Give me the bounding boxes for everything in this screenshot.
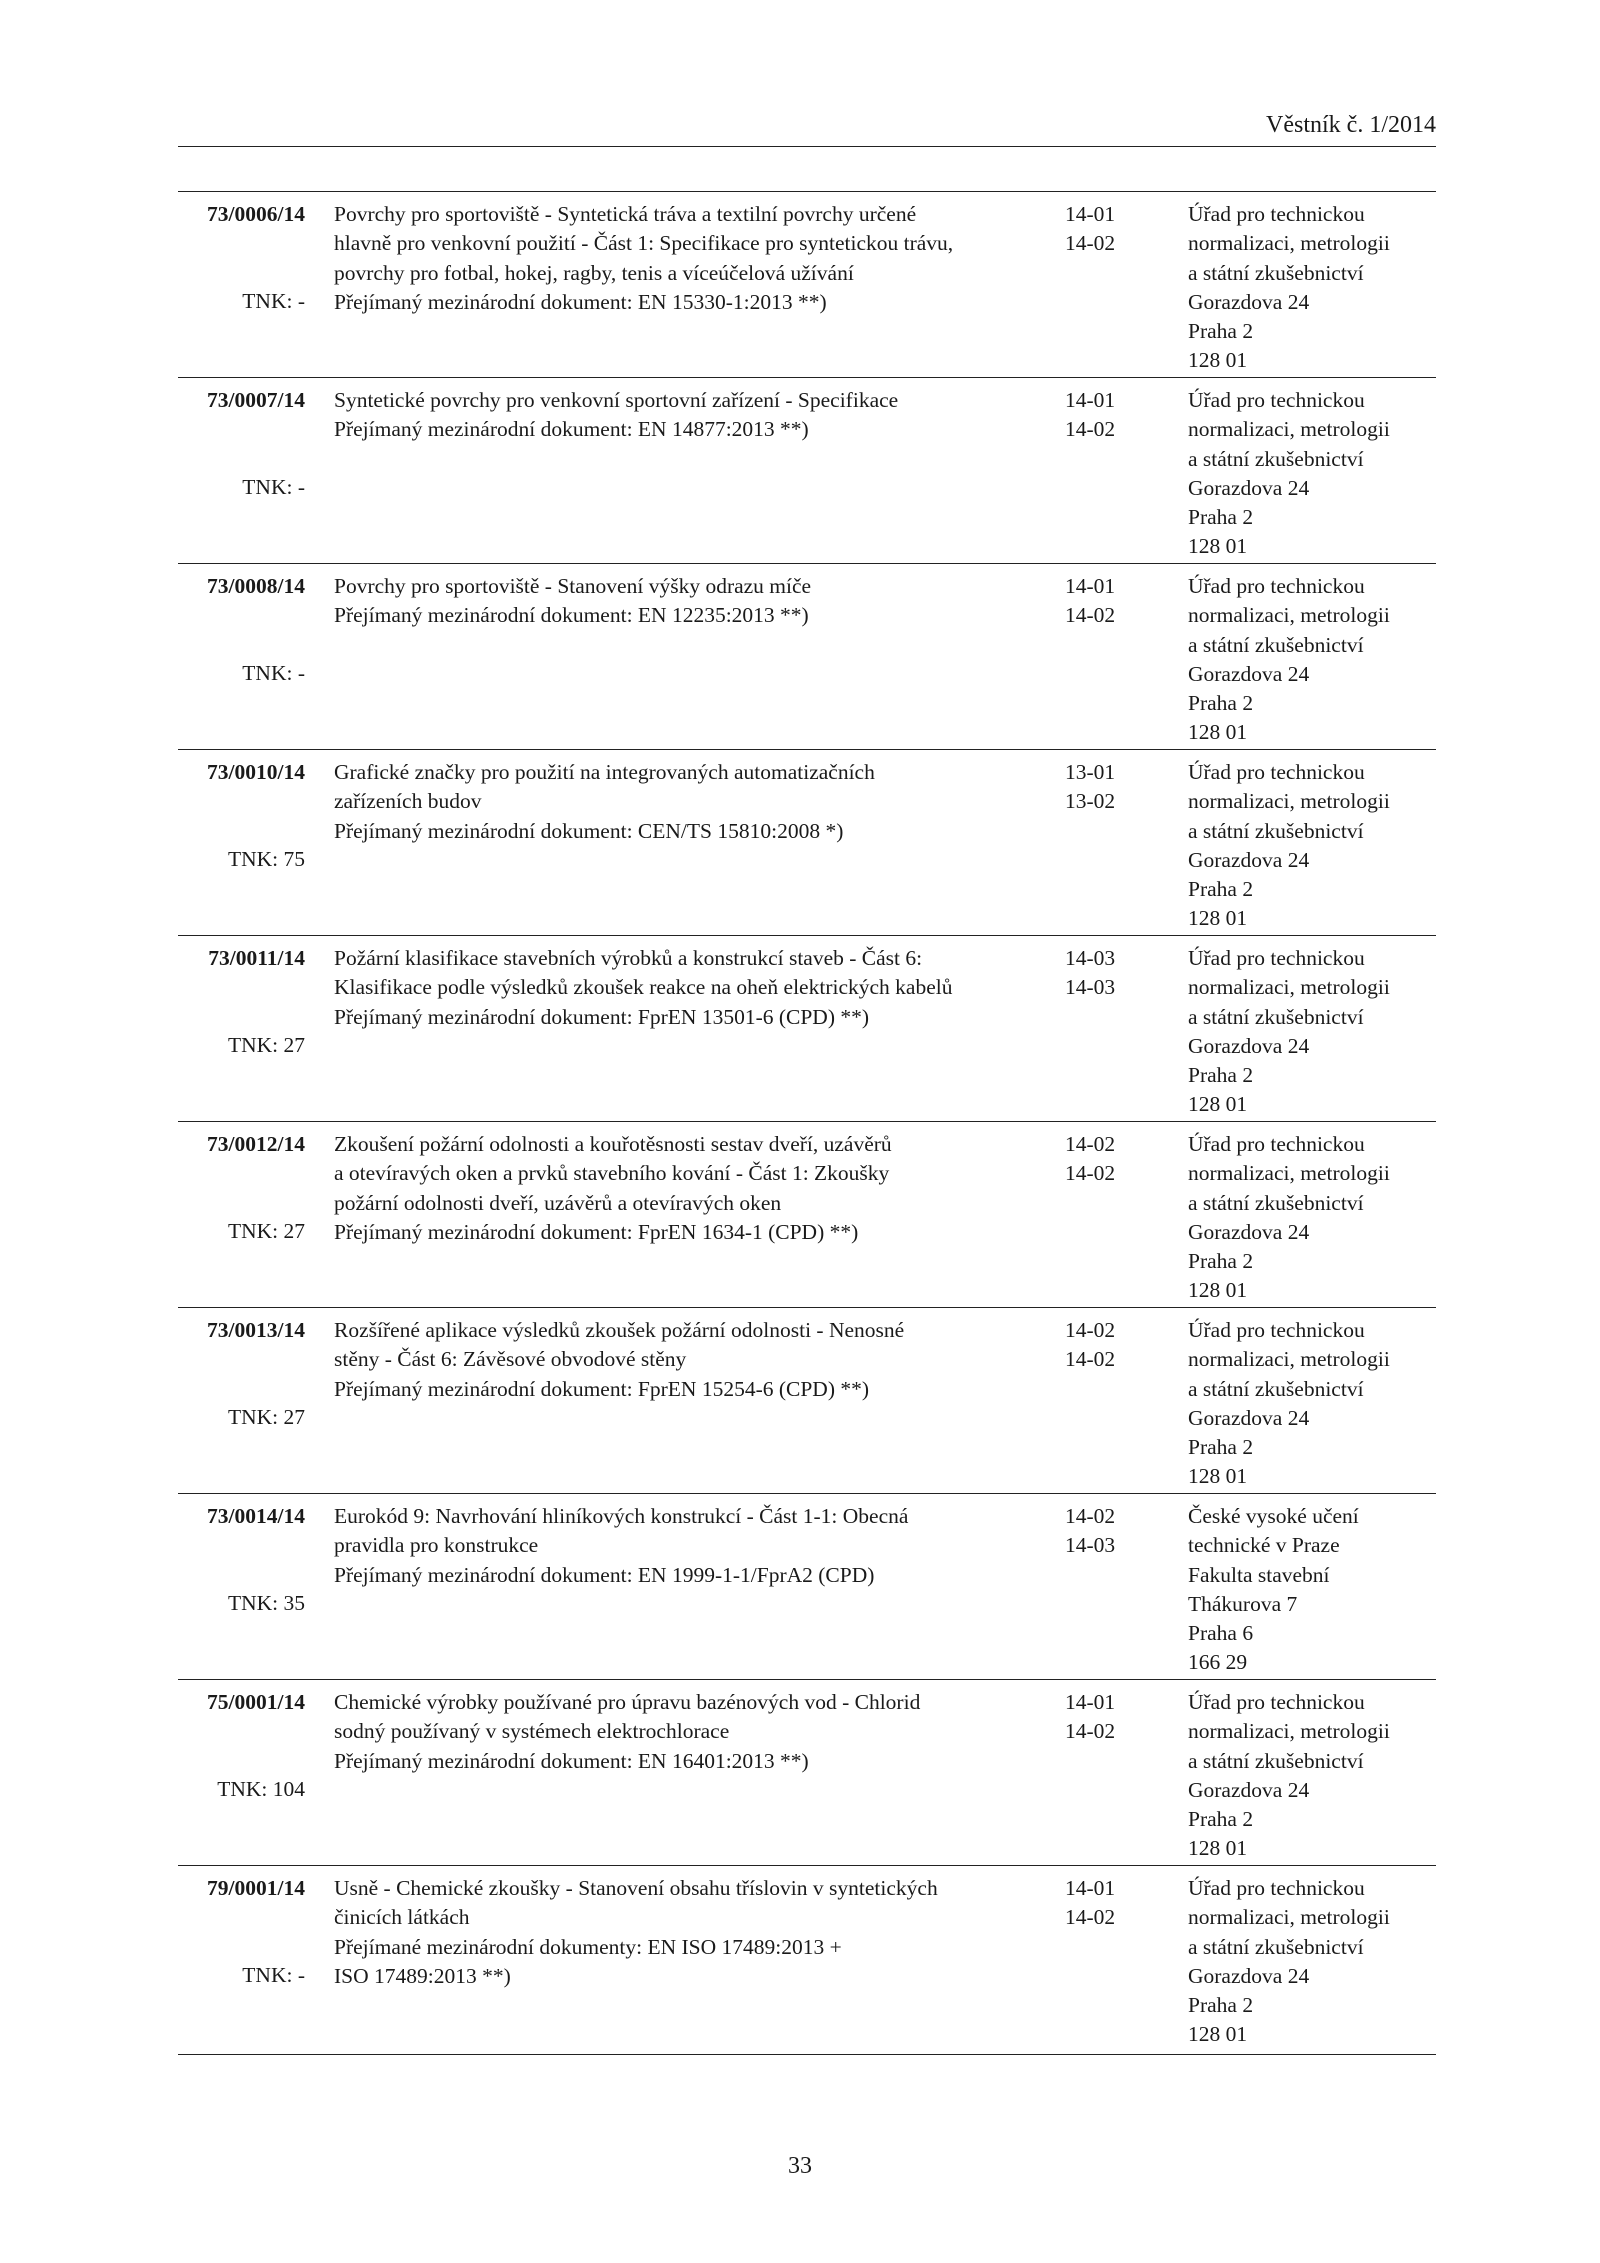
- office-line: Praha 6: [1188, 1621, 1254, 1646]
- title-cell: [334, 1874, 1034, 1991]
- table-row: [178, 1680, 1436, 1866]
- page-number: 33: [788, 2153, 812, 2179]
- standard-code: 79/0001/14: [207, 1876, 305, 1900]
- title-cell: [334, 1688, 1034, 1776]
- office-line: Úřad pro technickou: [1188, 1876, 1365, 1900]
- dates-cell: [1065, 1316, 1155, 1375]
- office-line: Úřad pro technickou: [1188, 1132, 1365, 1156]
- title-line: Přejímaný mezinárodní dokument: EN 16401:2013 **): [334, 1748, 809, 1773]
- office-line: normalizaci, metrologii: [1188, 1905, 1390, 1930]
- standards-table: [178, 191, 1436, 2055]
- office-line: Úřad pro technickou: [1188, 388, 1365, 412]
- title-line: hlavně pro venkovní použití - Část 1: Specifikace pro syntetickou trávu,: [334, 231, 954, 256]
- office-line: a státní zkušebnictví: [1188, 818, 1364, 843]
- table-row: [178, 192, 1436, 378]
- title-cell: [334, 758, 1034, 846]
- office-line: 128 01: [1188, 534, 1248, 559]
- date-value: 14-03: [1065, 975, 1116, 1000]
- header-title: Věstník č. 1/2014: [1266, 112, 1436, 138]
- office-line: normalizaci, metrologii: [1188, 975, 1390, 1000]
- standard-code: 73/0014/14: [207, 1504, 305, 1528]
- date-value: 14-01: [1065, 388, 1116, 412]
- dates-cell: [1065, 386, 1155, 445]
- office-line: a státní zkušebnictví: [1188, 632, 1364, 657]
- office-line: Úřad pro technickou: [1188, 760, 1365, 784]
- title-line: Povrchy pro sportoviště - Stanovení výšky odrazu míče: [334, 574, 812, 598]
- table-row: [178, 1122, 1436, 1308]
- standard-code: 73/0012/14: [207, 1132, 305, 1156]
- title-line: stěny - Část 6: Závěsové obvodové stěny: [334, 1347, 687, 1372]
- title-line: Přejímaný mezinárodní dokument: FprEN 1634-1 (CPD) **): [334, 1219, 859, 1244]
- office-line: Praha 2: [1188, 1807, 1254, 1832]
- standard-code: 75/0001/14: [207, 1690, 305, 1714]
- date-value: 14-01: [1065, 1690, 1116, 1714]
- table-row: [178, 564, 1436, 750]
- date-value: 13-02: [1065, 789, 1116, 814]
- code-cell: [178, 1688, 305, 1805]
- office-cell: [1188, 386, 1436, 562]
- office-line: Praha 2: [1188, 1993, 1254, 2018]
- title-cell: [334, 386, 1034, 445]
- title-line: Přejímané mezinárodní dokumenty: EN ISO 17489:2013 +: [334, 1934, 842, 1959]
- office-line: normalizaci, metrologii: [1188, 603, 1390, 628]
- title-cell: [334, 1130, 1034, 1247]
- table-row: [178, 378, 1436, 564]
- dates-cell: [1065, 1688, 1155, 1747]
- tnk-label: TNK: -: [242, 475, 305, 500]
- title-cell: [334, 200, 1034, 317]
- title-line: Grafické značky pro použití na integrovaných automatizačních: [334, 760, 875, 784]
- title-line: Chemické výrobky používané pro úpravu bazénových vod - Chlorid: [334, 1690, 921, 1714]
- title-line: Zkoušení požární odolnosti a kouřotěsnosti sestav dveří, uzávěrů: [334, 1132, 892, 1156]
- date-value: 14-02: [1065, 1347, 1116, 1372]
- date-value: 14-02: [1065, 231, 1116, 256]
- date-value: 14-01: [1065, 202, 1116, 226]
- office-line: Gorazdova 24: [1188, 661, 1310, 686]
- date-value: 14-01: [1065, 1876, 1116, 1900]
- standard-code: 73/0006/14: [207, 202, 305, 226]
- office-line: Praha 2: [1188, 1435, 1254, 1460]
- standard-code: 73/0011/14: [208, 946, 305, 970]
- code-cell: [178, 944, 305, 1061]
- office-line: Úřad pro technickou: [1188, 202, 1365, 226]
- office-line: 128 01: [1188, 2022, 1248, 2047]
- office-line: technické v Praze: [1188, 1533, 1340, 1558]
- title-line: Povrchy pro sportoviště - Syntetická tráva a textilní povrchy určené: [334, 202, 917, 226]
- office-line: normalizaci, metrologii: [1188, 1719, 1390, 1744]
- dates-cell: [1065, 572, 1155, 631]
- office-line: Gorazdova 24: [1188, 1777, 1310, 1802]
- standard-code: 73/0008/14: [207, 574, 305, 598]
- office-line: Gorazdova 24: [1188, 1033, 1310, 1058]
- date-value: 14-02: [1065, 417, 1116, 442]
- standard-code: 73/0007/14: [207, 388, 305, 412]
- code-cell: [178, 572, 305, 689]
- office-line: 128 01: [1188, 720, 1248, 745]
- office-line: Úřad pro technickou: [1188, 574, 1365, 598]
- office-cell: [1188, 200, 1436, 376]
- tnk-label: TNK: 27: [227, 1033, 305, 1058]
- date-value: 14-01: [1065, 574, 1116, 598]
- title-line: Přejímaný mezinárodní dokument: CEN/TS 15810:2008 *): [334, 818, 844, 843]
- tnk-label: TNK: 27: [227, 1219, 305, 1244]
- office-line: Praha 2: [1188, 1249, 1254, 1274]
- office-cell: [1188, 1316, 1436, 1492]
- office-line: 128 01: [1188, 1278, 1248, 1303]
- table-row: [178, 1308, 1436, 1494]
- office-cell: [1188, 1502, 1436, 1678]
- office-line: a státní zkušebnictví: [1188, 1748, 1364, 1773]
- title-cell: [334, 944, 1034, 1032]
- office-cell: [1188, 572, 1436, 748]
- date-value: 14-02: [1065, 1318, 1116, 1342]
- table-row: [178, 1494, 1436, 1680]
- page-header: [178, 108, 1436, 147]
- code-cell: [178, 386, 305, 503]
- title-line: ISO 17489:2013 **): [334, 1963, 511, 1988]
- dates-cell: [1065, 758, 1155, 817]
- office-line: Fakulta stavební: [1188, 1562, 1330, 1587]
- office-line: normalizaci, metrologii: [1188, 1161, 1390, 1186]
- dates-cell: [1065, 1874, 1155, 1933]
- title-line: a otevíravých oken a prvků stavebního kování - Část 1: Zkoušky: [334, 1161, 890, 1186]
- title-line: Přejímaný mezinárodní dokument: EN 1999-1-1/FprA2 (CPD): [334, 1562, 875, 1587]
- date-value: 14-02: [1065, 603, 1116, 628]
- title-line: pravidla pro konstrukce: [334, 1533, 539, 1558]
- date-value: 13-01: [1065, 760, 1116, 784]
- office-line: Praha 2: [1188, 1063, 1254, 1088]
- office-line: Gorazdova 24: [1188, 475, 1310, 500]
- office-line: 128 01: [1188, 1836, 1248, 1861]
- office-line: normalizaci, metrologii: [1188, 417, 1390, 442]
- office-line: 128 01: [1188, 1092, 1248, 1117]
- tnk-label: TNK: 27: [227, 1405, 305, 1430]
- title-cell: [334, 1502, 1034, 1590]
- title-line: Rozšířené aplikace výsledků zkoušek požární odolnosti - Nenosné: [334, 1318, 905, 1342]
- standard-code: 73/0013/14: [207, 1318, 305, 1342]
- tnk-label: TNK: 104: [217, 1777, 305, 1802]
- table-row: [178, 936, 1436, 1122]
- title-line: Přejímaný mezinárodní dokument: EN 14877:2013 **): [334, 417, 809, 442]
- office-cell: [1188, 944, 1436, 1120]
- office-line: Gorazdova 24: [1188, 1405, 1310, 1430]
- code-cell: [178, 1502, 305, 1619]
- title-line: sodný používaný v systémech elektrochlorace: [334, 1719, 730, 1744]
- office-line: a státní zkušebnictví: [1188, 446, 1364, 471]
- office-line: Úřad pro technickou: [1188, 946, 1365, 970]
- office-line: 128 01: [1188, 348, 1248, 373]
- title-line: Klasifikace podle výsledků zkoušek reakce na oheň elektrických kabelů: [334, 975, 953, 1000]
- office-line: a státní zkušebnictví: [1188, 260, 1364, 285]
- office-line: Gorazdova 24: [1188, 1963, 1310, 1988]
- title-line: Syntetické povrchy pro venkovní sportovní zařízení - Specifikace: [334, 388, 899, 412]
- title-line: Eurokód 9: Navrhování hliníkových konstrukcí - Část 1-1: Obecná: [334, 1504, 909, 1528]
- office-line: normalizaci, metrologii: [1188, 231, 1390, 256]
- title-line: zařízeních budov: [334, 789, 482, 814]
- office-line: Úřad pro technickou: [1188, 1318, 1365, 1342]
- standard-code: 73/0010/14: [207, 760, 305, 784]
- title-cell: [334, 572, 1034, 631]
- office-line: Gorazdova 24: [1188, 289, 1310, 314]
- code-cell: [178, 1316, 305, 1433]
- office-line: Thákurova 7: [1188, 1591, 1298, 1616]
- office-line: a státní zkušebnictví: [1188, 1190, 1364, 1215]
- date-value: 14-02: [1065, 1719, 1116, 1744]
- office-line: Gorazdova 24: [1188, 1219, 1310, 1244]
- dates-cell: [1065, 200, 1155, 259]
- dates-cell: [1065, 944, 1155, 1003]
- title-line: Přejímaný mezinárodní dokument: FprEN 15254-6 (CPD) **): [334, 1376, 870, 1401]
- table-row: [178, 1866, 1436, 2055]
- office-line: a státní zkušebnictví: [1188, 1376, 1364, 1401]
- title-line: požární odolnosti dveří, uzávěrů a otevíravých oken: [334, 1190, 782, 1215]
- tnk-label: TNK: 35: [227, 1591, 305, 1616]
- office-line: normalizaci, metrologii: [1188, 1347, 1390, 1372]
- code-cell: [178, 1130, 305, 1247]
- code-cell: [178, 200, 305, 317]
- office-line: 166 29: [1188, 1650, 1248, 1675]
- title-line: Přejímaný mezinárodní dokument: EN 15330-1:2013 **): [334, 289, 827, 314]
- office-cell: [1188, 1874, 1436, 2050]
- office-line: Praha 2: [1188, 691, 1254, 716]
- date-value: 14-02: [1065, 1161, 1116, 1186]
- table-row: [178, 750, 1436, 936]
- office-line: normalizaci, metrologii: [1188, 789, 1390, 814]
- tnk-label: TNK: -: [242, 289, 305, 314]
- office-line: Praha 2: [1188, 505, 1254, 530]
- office-line: a státní zkušebnictví: [1188, 1934, 1364, 1959]
- title-line: povrchy pro fotbal, hokej, ragby, tenis a víceúčelová užívání: [334, 260, 854, 285]
- date-value: 14-02: [1065, 1504, 1116, 1528]
- office-line: Gorazdova 24: [1188, 847, 1310, 872]
- office-cell: [1188, 1688, 1436, 1864]
- office-line: České vysoké učení: [1188, 1504, 1359, 1528]
- code-cell: [178, 758, 305, 875]
- dates-cell: [1065, 1502, 1155, 1561]
- tnk-label: TNK: 75: [227, 847, 305, 872]
- office-line: a státní zkušebnictví: [1188, 1004, 1364, 1029]
- office-line: Praha 2: [1188, 319, 1254, 344]
- tnk-label: TNK: -: [242, 661, 305, 686]
- title-line: Přejímaný mezinárodní dokument: EN 12235:2013 **): [334, 603, 809, 628]
- code-cell: [178, 1874, 305, 1991]
- office-line: Praha 2: [1188, 877, 1254, 902]
- date-value: 14-02: [1065, 1132, 1116, 1156]
- date-value: 14-03: [1065, 1533, 1116, 1558]
- title-line: Požární klasifikace stavebních výrobků a konstrukcí staveb - Část 6:: [334, 946, 923, 970]
- office-line: 128 01: [1188, 1464, 1248, 1489]
- date-value: 14-02: [1065, 1905, 1116, 1930]
- title-line: činicích látkách: [334, 1905, 470, 1930]
- title-cell: [334, 1316, 1034, 1404]
- tnk-label: TNK: -: [242, 1963, 305, 1988]
- title-line: Přejímaný mezinárodní dokument: FprEN 13501-6 (CPD) **): [334, 1004, 870, 1029]
- title-line: Usně - Chemické zkoušky - Stanovení obsahu tříslovin v syntetických: [334, 1876, 938, 1900]
- office-line: Úřad pro technickou: [1188, 1690, 1365, 1714]
- office-cell: [1188, 758, 1436, 934]
- date-value: 14-03: [1065, 946, 1116, 970]
- office-cell: [1188, 1130, 1436, 1306]
- dates-cell: [1065, 1130, 1155, 1189]
- office-line: 128 01: [1188, 906, 1248, 931]
